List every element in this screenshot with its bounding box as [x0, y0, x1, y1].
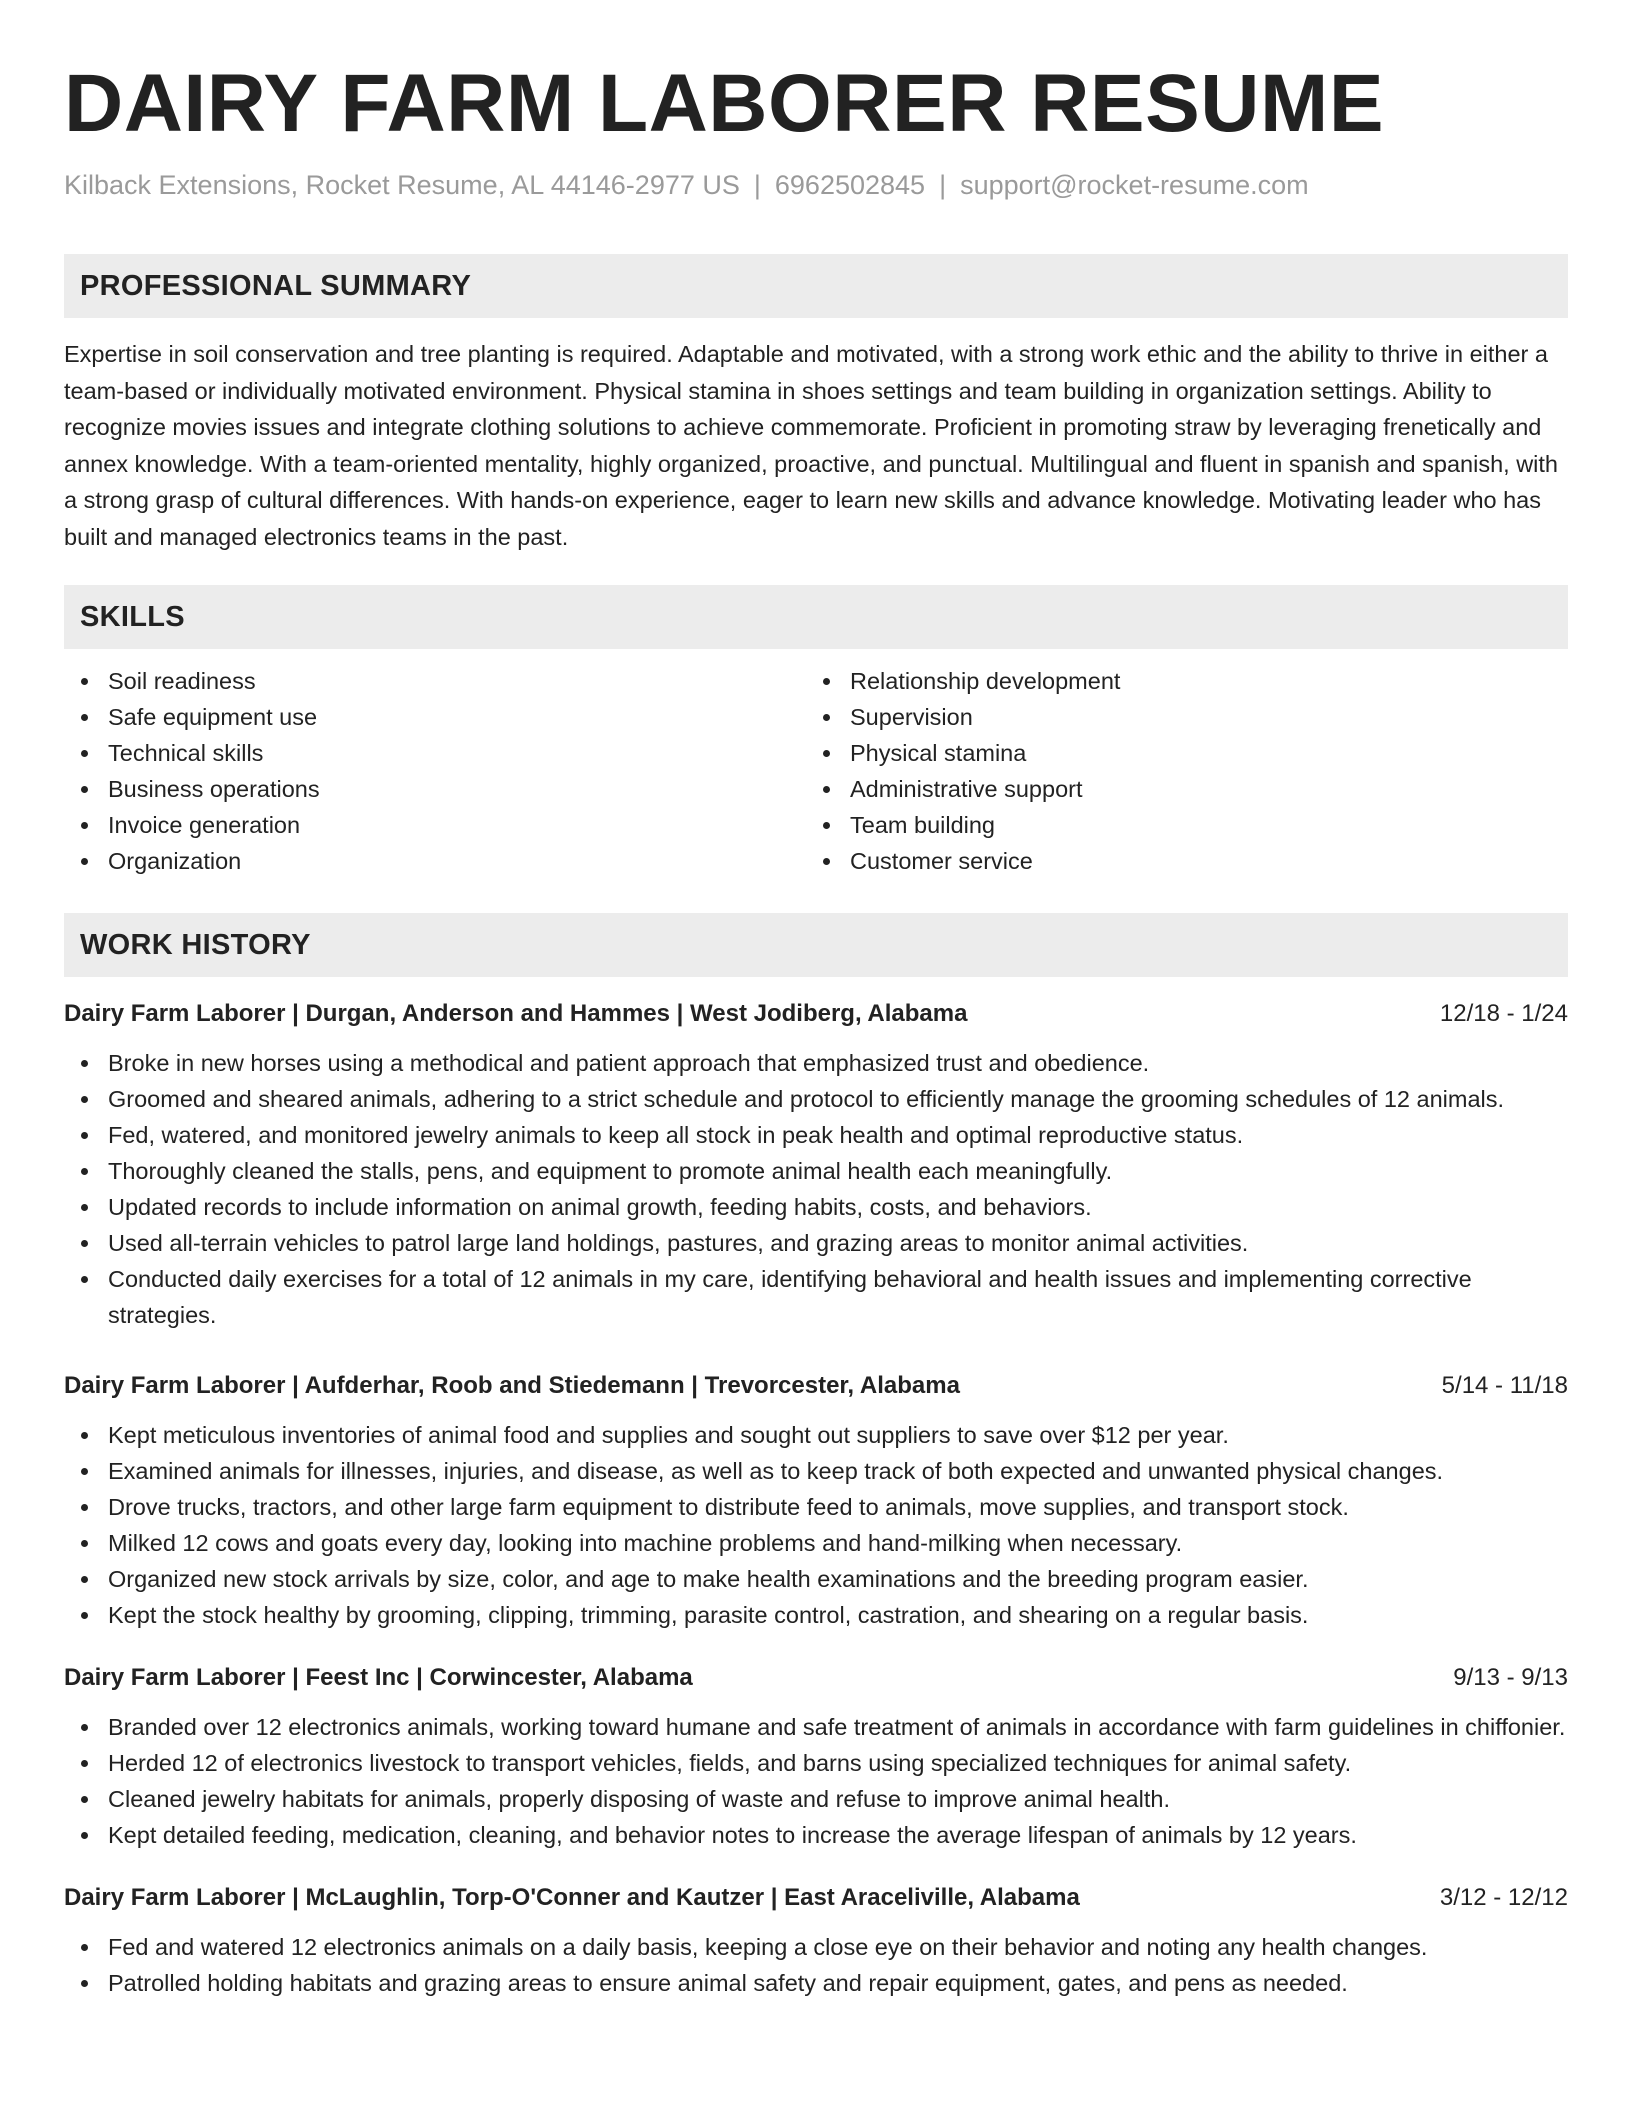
- job-bullet: Thoroughly cleaned the stalls, pens, and equipment to promote animal health each meaningfully.: [64, 1153, 1568, 1189]
- job-title: Dairy Farm Laborer | Aufderhar, Roob and Stiedemann | Trevorcester, Alabama: [64, 1372, 960, 1399]
- skill-item: Business operations: [64, 771, 806, 807]
- job-bullet: Broke in new horses using a methodical and patient approach that emphasized trust and obedience.: [64, 1045, 1568, 1081]
- job-bullet: Used all-terrain vehicles to patrol large land holdings, pastures, and grazing areas to monitor animal activities.: [64, 1225, 1568, 1261]
- contact-email: support@rocket-resume.com: [960, 170, 1309, 200]
- summary-text: Expertise in soil conservation and tree planting is required. Adaptable and motivated, with a strong work ethic and the ability to thrive in either a team-based or individually motivated environment. Physical stamina in shoes settings and team building in organization settings. Ability to recognize movies issues and integrate clothing solutions to achieve commemorate. Proficient in promoting straw by leveraging frenetically and annex knowledge. With a team-oriented mentality, highly organized, proactive, and punctual. Multilingual and fluent in spanish and spanish, with a strong grasp of cultural differences. With hands-on experience, eager to learn new skills and advance knowledge. Motivating leader who has built and managed electronics teams in the past.: [64, 341, 1559, 550]
- job-bullet: Branded over 12 electronics animals, working toward humane and safe treatment of animals in accordance with farm guidelines in chiffonier.: [64, 1709, 1568, 1745]
- job-bullet: Patrolled holding habitats and grazing areas to ensure animal safety and repair equipment, gates, and pens as needed.: [64, 1965, 1568, 2001]
- section-header-summary: PROFESSIONAL SUMMARY: [64, 254, 1568, 318]
- skills-column-left: [64, 663, 806, 879]
- job-heading: [64, 1369, 1568, 1403]
- skill-item: Organization: [64, 843, 806, 879]
- job-bullets: [64, 1929, 1568, 2001]
- job-entry: [64, 1661, 1568, 1853]
- contact-line: [64, 168, 1568, 202]
- job-bullet: Kept detailed feeding, medication, cleaning, and behavior notes to increase the average lifespan of animals by 12 years.: [64, 1817, 1568, 1853]
- job-bullet: Fed and watered 12 electronics animals on a daily basis, keeping a close eye on their behavior and noting any health changes.: [64, 1929, 1568, 1965]
- skill-item: Customer service: [806, 843, 1548, 879]
- section-header-skills: SKILLS: [64, 585, 1568, 649]
- job-bullets: [64, 1417, 1568, 1633]
- job-title: Dairy Farm Laborer | Durgan, Anderson and Hammes | West Jodiberg, Alabama: [64, 1000, 968, 1027]
- skill-item: Invoice generation: [64, 807, 806, 843]
- skill-item: Supervision: [806, 699, 1548, 735]
- job-bullets: [64, 1709, 1568, 1853]
- contact-separator: |: [939, 170, 947, 200]
- contact-separator: |: [753, 170, 761, 200]
- job-heading: [64, 1881, 1568, 1915]
- resume-title: DAIRY FARM LABORER RESUME: [64, 58, 1385, 149]
- job-bullet: Fed, watered, and monitored jewelry animals to keep all stock in peak health and optimal reproductive status.: [64, 1117, 1568, 1153]
- job-bullet: Conducted daily exercises for a total of 12 animals in my care, identifying behavioral and health issues and implementing corrective strategies.: [64, 1261, 1568, 1333]
- job-entry: [64, 1369, 1568, 1633]
- skills-column-right: [806, 663, 1548, 879]
- skills-list: [64, 663, 1568, 879]
- job-heading: [64, 997, 1568, 1031]
- job-dates: 5/14 - 11/18: [1441, 1372, 1568, 1399]
- job-bullet: Updated records to include information on animal growth, feeding habits, costs, and behaviors.: [64, 1189, 1568, 1225]
- job-bullet: Organized new stock arrivals by size, color, and age to make health examinations and the breeding program easier.: [64, 1561, 1568, 1597]
- job-title: Dairy Farm Laborer | Feest Inc | Corwincester, Alabama: [64, 1664, 693, 1691]
- job-entry: [64, 997, 1568, 1333]
- section-header-work-history: WORK HISTORY: [64, 913, 1568, 977]
- job-title: Dairy Farm Laborer | McLaughlin, Torp-O'Conner and Kautzer | East Araceliville, Alabama: [64, 1884, 1080, 1911]
- job-bullets: [64, 1045, 1568, 1333]
- job-dates: 3/12 - 12/12: [1439, 1884, 1568, 1911]
- skill-item: Technical skills: [64, 735, 806, 771]
- job-bullet: Kept meticulous inventories of animal food and supplies and sought out suppliers to save over $12 per year.: [64, 1417, 1568, 1453]
- contact-address: Kilback Extensions, Rocket Resume, AL 44146-2977 US: [64, 170, 740, 200]
- contact-phone: 6962502845: [774, 170, 926, 200]
- skill-item: Soil readiness: [64, 663, 806, 699]
- job-dates: 9/13 - 9/13: [1453, 1664, 1568, 1691]
- job-dates: 12/18 - 1/24: [1439, 1000, 1568, 1027]
- skill-item: Physical stamina: [806, 735, 1548, 771]
- job-bullet: Examined animals for illnesses, injuries, and disease, as well as to keep track of both expected and unwanted physical changes.: [64, 1453, 1568, 1489]
- job-bullet: Milked 12 cows and goats every day, looking into machine problems and hand-milking when necessary.: [64, 1525, 1568, 1561]
- resume-page: [64, 0, 1568, 2001]
- skill-item: Relationship development: [806, 663, 1548, 699]
- job-bullet: Kept the stock healthy by grooming, clipping, trimming, parasite control, castration, and shearing on a regular basis.: [64, 1597, 1568, 1633]
- job-heading: [64, 1661, 1568, 1695]
- job-bullet: Herded 12 of electronics livestock to transport vehicles, fields, and barns using specialized techniques for animal safety.: [64, 1745, 1568, 1781]
- skill-item: Safe equipment use: [64, 699, 806, 735]
- job-bullet: Groomed and sheared animals, adhering to a strict schedule and protocol to efficiently manage the grooming schedules of 12 animals.: [64, 1081, 1568, 1117]
- job-bullet: Drove trucks, tractors, and other large farm equipment to distribute feed to animals, move supplies, and transport stock.: [64, 1489, 1568, 1525]
- skill-item: Team building: [806, 807, 1548, 843]
- job-bullet: Cleaned jewelry habitats for animals, properly disposing of waste and refuse to improve animal health.: [64, 1781, 1568, 1817]
- job-entry: [64, 1881, 1568, 2001]
- skill-item: Administrative support: [806, 771, 1548, 807]
